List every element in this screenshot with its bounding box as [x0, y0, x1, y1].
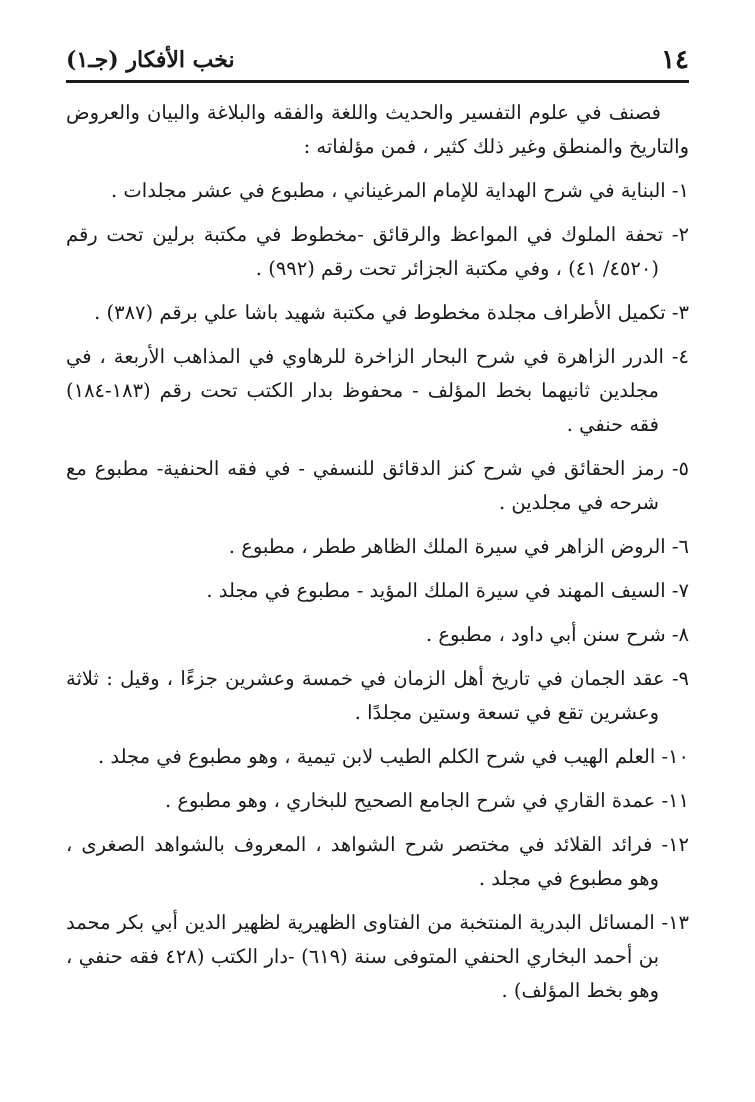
item-text: الدرر الزاهرة في شرح البحار الزاخرة للرهاوي في المذاهب الأربعة ، في مجلدين ثانيهما بخط المؤلف - محفوظ بدار الكتب تحت رقم (١٨٣-١٨٤) فقه حنفي .: [66, 345, 664, 436]
page-header: [66, 42, 689, 78]
list-item: [66, 618, 689, 652]
list-item: [66, 906, 689, 1008]
intro-paragraph: فصنف في علوم التفسير والحديث واللغة والفقه والبلاغة والبيان والعروض والتاريخ والمنطق وغير ذلك كثير ، فمن مؤلفاته :: [66, 101, 689, 158]
item-text: فرائد القلائد في مختصر شرح الشواهد ، المعروف بالشواهد الصغرى ، وهو مطبوع في مجلد .: [66, 833, 659, 890]
list-item: [66, 218, 689, 286]
item-text: عمدة القاري في شرح الجامع الصحيح للبخاري ، وهو مطبوع .: [164, 789, 656, 812]
item-text: العلم الهيب في شرح الكلم الطيب لابن تيمية ، وهو مطبوع في مجلد .: [97, 745, 656, 768]
header-rule: [66, 80, 689, 83]
item-text: تحفة الملوك في المواعظ والرقائق -مخطوط في مكتبة برلين تحت رقم (٤٥٢٠/ ٤١) ، وفي مكتبة الجزائر تحت رقم (٩٩٢) .: [66, 223, 664, 280]
list-item: [66, 784, 689, 818]
item-number: ١٣-: [661, 911, 690, 934]
list-item: [66, 174, 689, 208]
list-item: [66, 296, 689, 330]
list-item: [66, 740, 689, 774]
item-number: ٩-: [671, 667, 690, 690]
item-number: ٨-: [671, 623, 689, 646]
page-number: ١٤: [661, 45, 689, 75]
item-number: ١٢-: [661, 833, 690, 856]
item-text: تكميل الأطراف مجلدة مخطوط في مكتبة شهيد باشا علي برقم (٣٨٧) .: [94, 301, 666, 324]
item-text: شرح سنن أبي داود ، مطبوع .: [425, 623, 666, 646]
item-number: ١١-: [661, 789, 689, 812]
item-number: ٣-: [671, 301, 689, 324]
item-text: المسائل البدرية المنتخبة من الفتاوى الظهيرية لظهير الدين أبي بكر محمد بن أحمد البخاري الحنفي المتوفى سنة (٦١٩) -دار الكتب (٤٢٨ فقه حنفي ، وهو بخط المؤلف) .: [66, 911, 659, 1002]
list-item: [66, 530, 689, 564]
list-item: [66, 452, 689, 520]
item-text: عقد الجمان في تاريخ أهل الزمان في خمسة وعشرين جزءًا ، وقيل : ثلاثة وعشرين تقع في تسعة وستين مجلدًا .: [66, 667, 665, 724]
item-number: ١-: [671, 179, 689, 202]
list-item: [66, 828, 689, 896]
running-title: نخب الأفكار (جـ١): [66, 47, 235, 73]
item-text: السيف المهند في سيرة الملك المؤيد - مطبوع في مجلد .: [206, 579, 666, 602]
item-number: ١٠-: [661, 745, 689, 768]
item-number: ٧-: [671, 579, 689, 602]
item-text: رمز الحقائق في شرح كنز الدقائق للنسفي - في فقه الحنفية- مطبوع مع شرحه في مجلدين .: [66, 457, 664, 514]
list-item: [66, 574, 689, 608]
page-body: [66, 96, 689, 1072]
item-number: ٦-: [671, 535, 689, 558]
list-item: [66, 662, 689, 730]
item-number: ٥-: [671, 457, 690, 480]
works-list: [66, 174, 689, 1008]
item-text: البناية في شرح الهداية للإمام المرغيناني ، مطبوع في عشر مجلدات .: [111, 179, 666, 202]
item-number: ٤-: [671, 345, 689, 368]
item-number: ٢-: [671, 223, 689, 246]
item-text: الروض الزاهر في سيرة الملك الظاهر ططر ، مطبوع .: [228, 535, 666, 558]
list-item: [66, 340, 689, 442]
